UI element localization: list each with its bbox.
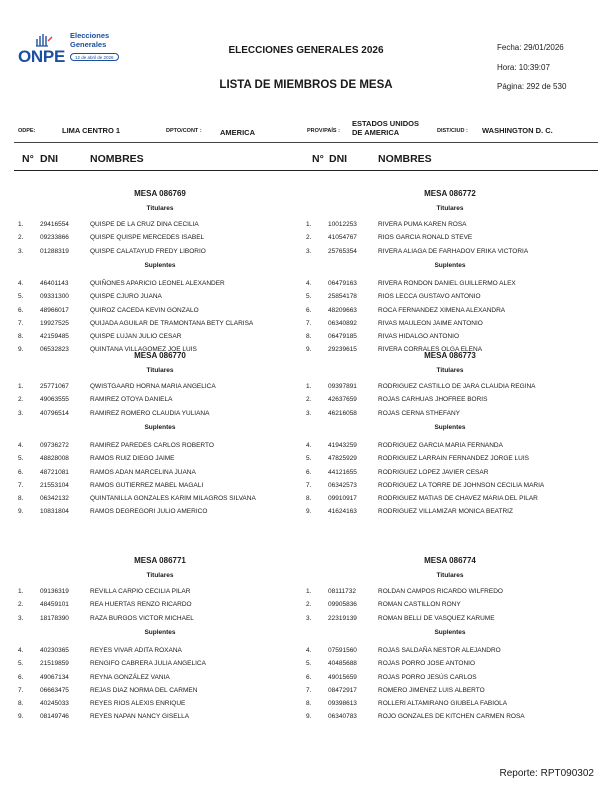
member-number: 1. — [18, 221, 24, 228]
odpe-label: ODPE: — [18, 128, 36, 134]
member-dni: 40230365 — [40, 646, 69, 654]
col-num-right: N° — [312, 153, 324, 165]
titulares-label: Titulares — [436, 572, 464, 579]
member-number: 9. — [18, 508, 24, 516]
member-row — [0, 455, 612, 465]
member-dni: 29416554 — [40, 221, 69, 228]
mesa-title: MESA 086770 — [134, 351, 186, 360]
member-name: RAZA BURGOS VICTOR MICHAEL — [90, 614, 194, 622]
member-dni: 48828008 — [40, 455, 69, 463]
member-number: 3. — [306, 247, 312, 255]
member-name: ROMERO JIMENEZ LUIS ALBERTO — [378, 686, 485, 694]
member-name: QUIROZ CACEDA KEVIN GONZALO — [90, 306, 199, 314]
member-name: ROJAS CARHUAS JHOFREE BORIS — [378, 396, 488, 404]
member-row — [0, 383, 612, 393]
member-dni: 25771067 — [40, 383, 69, 390]
member-name: RODRIGUEZ GARCIA MARIA FERNANDA — [378, 441, 503, 449]
member-name: QUISPE CJURO JUANA — [90, 293, 162, 301]
member-number: 5. — [306, 293, 312, 301]
dist-value: WASHINGTON D. C. — [482, 126, 553, 135]
member-dni: 49063555 — [40, 396, 69, 404]
member-dni: 21519859 — [40, 660, 69, 668]
member-number: 7. — [18, 481, 24, 489]
member-dni: 08472917 — [328, 686, 357, 694]
member-dni: 47825929 — [328, 455, 357, 463]
mesa-title: MESA 086774 — [424, 556, 476, 565]
page-number: Página: 292 de 530 — [497, 82, 567, 91]
mesa-title: MESA 086771 — [134, 556, 186, 565]
member-dni: 49067134 — [40, 673, 69, 681]
member-name: RAMOS GUTIERREZ MABEL MAGALI — [90, 481, 204, 489]
member-row — [0, 280, 612, 290]
member-number: 7. — [306, 481, 312, 489]
member-number: 3. — [306, 409, 312, 417]
divider-top — [14, 142, 598, 143]
member-name: QWISTGAARD HORNA MARIA ANGELICA — [90, 383, 216, 390]
member-row — [0, 221, 612, 231]
member-dni: 09736272 — [40, 441, 69, 449]
member-name: QUINTANILLA GONZALES KARIM MILAGROS SILVANA — [90, 495, 256, 503]
mesa-title: MESA 086772 — [424, 189, 476, 198]
member-number: 6. — [306, 306, 312, 314]
member-row — [0, 495, 612, 505]
member-dni: 46216058 — [328, 409, 357, 417]
member-row — [0, 320, 612, 330]
member-row — [0, 333, 612, 343]
member-row — [0, 293, 612, 303]
member-number: 4. — [306, 279, 312, 287]
member-number: 4. — [306, 646, 312, 654]
member-dni: 48966017 — [40, 306, 69, 314]
member-number: 8. — [306, 333, 312, 341]
member-number: 1. — [306, 588, 312, 595]
member-number: 6. — [306, 673, 312, 681]
member-dni: 09136319 — [40, 588, 69, 595]
member-number: 5. — [18, 660, 24, 668]
member-name: RENGIFO CABRERA JULIA ANGELICA — [90, 660, 206, 668]
member-dni: 48721081 — [40, 468, 69, 476]
member-row — [0, 588, 612, 598]
member-dni: 06340892 — [328, 319, 357, 327]
member-name: RIVERA ALIAGA DE FARHADOV ERIKA VICTORIA — [378, 247, 529, 255]
member-dni: 18178390 — [40, 614, 69, 622]
member-number: 4. — [18, 441, 24, 449]
member-name: RODRIGUEZ CASTILLO DE JARA CLAUDIA REGINA — [378, 383, 536, 390]
prov-value-line1: ESTADOS UNIDOS — [352, 119, 419, 128]
member-row — [0, 508, 612, 518]
member-name: RIOS LECCA GUSTAVO ANTONIO — [378, 293, 481, 301]
member-name: RAMIREZ ROMERO CLAUDIA YULIANA — [90, 409, 210, 417]
member-number: 6. — [18, 673, 24, 681]
member-row — [0, 346, 612, 356]
suplentes-label: Suplentes — [434, 423, 466, 431]
member-number: 4. — [18, 279, 24, 287]
member-dni: 40796514 — [40, 409, 69, 417]
member-name: ROJO GONZALES DE KITCHEN CARMEN ROSA — [378, 713, 525, 721]
member-name: QUISPE CALATAYUD FREDY LIBORIO — [90, 247, 206, 255]
logo-event-line2: Generales — [70, 39, 107, 49]
member-number: 9. — [18, 713, 24, 721]
member-row — [0, 615, 612, 625]
member-number: 1. — [18, 383, 24, 390]
member-dni: 29239615 — [328, 346, 357, 354]
member-number: 4. — [306, 441, 312, 449]
member-dni: 06340783 — [328, 713, 357, 721]
member-number: 7. — [18, 319, 24, 327]
member-number: 6. — [306, 468, 312, 476]
member-dni: 48209663 — [328, 306, 357, 314]
member-row — [0, 687, 612, 697]
member-number: 2. — [18, 396, 24, 404]
member-row — [0, 647, 612, 657]
prov-value-line2: DE AMERICA — [352, 128, 400, 137]
member-row — [0, 660, 612, 670]
member-dni: 41943259 — [328, 441, 357, 449]
member-number: 2. — [18, 234, 24, 242]
member-number: 5. — [306, 455, 312, 463]
member-name: REYES RIOS ALEXIS ENRIQUE — [90, 700, 186, 708]
member-number: 6. — [18, 306, 24, 314]
member-number: 6. — [18, 468, 24, 476]
member-number: 1. — [306, 383, 312, 390]
member-dni: 08149746 — [40, 713, 69, 721]
report-code: Reporte: RPT090302 — [499, 768, 594, 779]
titulares-label: Titulares — [436, 367, 464, 374]
member-dni: 42159485 — [40, 333, 69, 341]
member-dni: 19927525 — [40, 319, 69, 327]
member-row — [0, 307, 612, 317]
member-dni: 09398613 — [328, 700, 357, 708]
member-name: REYES VIVAR ADITA ROXANA — [90, 646, 182, 654]
member-dni: 22319139 — [328, 614, 357, 622]
member-dni: 41624163 — [328, 508, 357, 516]
member-name: REVILLA CARPIO CECILIA PILAR — [90, 588, 191, 595]
logo-brand-text: ONPE — [18, 47, 65, 66]
member-row — [0, 469, 612, 479]
member-number: 3. — [306, 614, 312, 622]
member-name: QUIJADA AGUILAR DE TRAMONTANA BETY CLARISA — [90, 319, 254, 327]
col-dni-left: DNI — [40, 153, 59, 165]
member-name: ROJAS SALDAÑA NESTOR ALEJANDRO — [378, 646, 501, 654]
member-name: ROMAN CASTILLON RONY — [378, 601, 461, 609]
member-name: QUINTANA VILLAGOMEZ JOE LUIS — [90, 346, 197, 354]
page-title: ELECCIONES GENERALES 2026 — [228, 45, 384, 56]
dpto-value: AMERICA — [220, 128, 255, 137]
mesa-title: MESA 086769 — [134, 189, 186, 198]
suplentes-label: Suplentes — [434, 628, 466, 636]
member-name: REYNA GONZÁLEZ VANIA — [90, 673, 170, 681]
member-dni: 09397891 — [328, 383, 357, 390]
member-number: 9. — [18, 346, 24, 354]
logo-event-line1: Elecciones — [70, 31, 110, 40]
member-number: 2. — [306, 601, 312, 609]
member-number: 7. — [306, 319, 312, 327]
member-name: ROJAS CERNA STHEFANY — [378, 409, 460, 417]
member-name: ROLDAN CAMPOS RICARDO WILFREDO — [378, 588, 503, 595]
member-row — [0, 248, 612, 258]
titulares-label: Titulares — [436, 205, 464, 212]
member-dni: 46401143 — [40, 279, 69, 287]
member-row — [0, 410, 612, 420]
member-dni: 40485688 — [328, 660, 357, 668]
dpto-label: DPTO/CONT : — [166, 128, 202, 134]
member-dni: 09331300 — [40, 293, 69, 301]
member-number: 2. — [306, 396, 312, 404]
member-number: 1. — [18, 588, 24, 595]
member-dni: 49015659 — [328, 673, 357, 681]
member-name: RODRIGUEZ MATIAS DE CHAVEZ MARIA DEL PILAR — [378, 495, 538, 503]
member-number: 3. — [18, 614, 24, 622]
dist-label: DIST/CIUD : — [437, 128, 468, 134]
member-number: 8. — [18, 700, 24, 708]
member-dni: 44121655 — [328, 468, 357, 476]
member-dni: 21553104 — [40, 481, 69, 489]
member-row — [0, 601, 612, 611]
member-dni: 25765354 — [328, 247, 357, 255]
member-number: 3. — [18, 409, 24, 417]
member-number: 9. — [306, 508, 312, 516]
report-time: Hora: 10:39:07 — [497, 63, 550, 72]
member-dni: 06532823 — [40, 346, 69, 354]
member-name: RAMOS DEGREGORI JULIO AMERICO — [90, 508, 208, 516]
member-name: RODRIGUEZ LA TORRE DE JOHNSON CECILIA MARIA — [378, 481, 545, 489]
member-number: 5. — [306, 660, 312, 668]
member-name: REYES NAPAN NANCY GISELLA — [90, 713, 190, 721]
member-name: ROLLERI ALTAMIRANO GIUBELA FABIOLA — [378, 700, 508, 708]
member-dni: 09905836 — [328, 601, 357, 609]
member-number: 7. — [18, 686, 24, 694]
titulares-label: Titulares — [146, 367, 174, 374]
member-number: 5. — [18, 455, 24, 463]
member-name: RAMOS ADAN MARCELINA JUANA — [90, 468, 196, 476]
member-number: 8. — [306, 495, 312, 503]
member-name: RIVERA CORRALES OLGA ELENA — [378, 346, 483, 354]
suplentes-label: Suplentes — [434, 261, 466, 269]
member-name: ROJAS PORRO JOSE ANTONIO — [378, 660, 476, 668]
member-row — [0, 713, 612, 723]
member-row — [0, 700, 612, 710]
member-number: 3. — [18, 247, 24, 255]
member-name: QUISPE DE LA CRUZ DINA CECILIA — [90, 221, 199, 228]
member-name: RIVERA RONDON DANIEL GUILLERMO ALEX — [378, 279, 516, 287]
member-row — [0, 482, 612, 492]
member-name: RIVAS HIDALGO ANTONIO — [378, 333, 460, 341]
logo-date-badge: 12 de abril de 2026 — [70, 53, 119, 61]
member-number: 4. — [18, 646, 24, 654]
member-row — [0, 442, 612, 452]
member-number: 2. — [18, 601, 24, 609]
member-number: 1. — [306, 221, 312, 228]
member-dni: 01288319 — [40, 247, 69, 255]
member-number: 7. — [306, 686, 312, 694]
member-number: 5. — [18, 293, 24, 301]
member-name: RIVERA PUMA KAREN ROSA — [378, 221, 467, 228]
member-number: 8. — [18, 495, 24, 503]
member-dni: 06342132 — [40, 495, 69, 503]
member-number: 2. — [306, 234, 312, 242]
member-dni: 10831804 — [40, 508, 69, 516]
titulares-label: Titulares — [146, 572, 174, 579]
member-dni: 09910917 — [328, 495, 357, 503]
member-name: RAMOS RUIZ DIEGO JAIME — [90, 455, 175, 463]
col-nombres-left: NOMBRES — [90, 153, 144, 165]
member-name: QUISPE QUISPE MERCEDES ISABEL — [90, 234, 205, 242]
member-dni: 42637659 — [328, 396, 357, 404]
member-dni: 25854178 — [328, 293, 357, 301]
page-subtitle: LISTA DE MIEMBROS DE MESA — [219, 79, 393, 91]
member-number: 8. — [18, 333, 24, 341]
member-number: 8. — [306, 700, 312, 708]
member-name: QUISPE LUJAN JULIO CESAR — [90, 333, 182, 341]
member-name: RIVAS MAULEON JAIME ANTONIO — [378, 319, 483, 327]
member-dni: 09233866 — [40, 234, 69, 242]
odpe-value: LIMA CENTRO 1 — [62, 126, 121, 135]
member-name: RAMIREZ OTOYA DANIELA — [90, 396, 173, 404]
prov-label: PROV/PAÍS : — [307, 128, 340, 134]
member-name: QUIÑONES APARICIO LEONEL ALEXANDER — [90, 279, 225, 287]
member-dni: 06342573 — [328, 481, 357, 489]
divider-columns — [14, 170, 598, 171]
member-name: ROMAN BELLI DE VASQUEZ KARUME — [378, 614, 495, 622]
titulares-label: Titulares — [146, 205, 174, 212]
col-dni-right: DNI — [329, 153, 348, 165]
member-name: REJAS DIAZ NORMA DEL CARMEN — [90, 686, 198, 694]
member-name: ROCA FERNANDEZ XIMENA ALEXANDRA — [378, 306, 506, 314]
member-dni: 06479163 — [328, 279, 357, 287]
member-name: RODRIGUEZ LOPEZ JAVIER CESAR — [378, 468, 489, 476]
member-number: 9. — [306, 346, 312, 354]
member-dni: 10012253 — [328, 221, 357, 228]
member-name: REA HUERTAS RENZO RICARDO — [90, 601, 192, 609]
suplentes-label: Suplentes — [144, 628, 176, 636]
member-name: RODRIGUEZ LARRAIN FERNANDEZ JORGE LUIS — [378, 455, 529, 463]
report-date: Fecha: 29/01/2026 — [497, 43, 564, 52]
member-row — [0, 234, 612, 244]
member-row — [0, 396, 612, 406]
member-name: RODRIGUEZ VILLAMIZAR MONICA BEATRIZ — [378, 508, 513, 516]
member-number: 9. — [306, 713, 312, 721]
member-name: RIOS GARCIA RONALD STEVE — [378, 234, 473, 242]
member-dni: 40245033 — [40, 700, 69, 708]
member-dni: 41054767 — [328, 234, 357, 242]
member-row — [0, 674, 612, 684]
member-name: RAMIREZ PAREDES CARLOS ROBERTO — [90, 441, 214, 449]
member-dni: 06479185 — [328, 333, 357, 341]
member-dni: 07591560 — [328, 646, 357, 654]
col-num-left: N° — [22, 153, 34, 165]
member-dni: 48459101 — [40, 601, 69, 609]
member-dni: 06663475 — [40, 686, 69, 694]
member-dni: 08111732 — [328, 588, 356, 595]
mesa-title: MESA 086773 — [424, 351, 476, 360]
col-nombres-right: NOMBRES — [378, 153, 432, 165]
suplentes-label: Suplentes — [144, 261, 176, 269]
suplentes-label: Suplentes — [144, 423, 176, 431]
member-name: ROJAS PORRO JESÚS CARLOS — [378, 673, 477, 681]
